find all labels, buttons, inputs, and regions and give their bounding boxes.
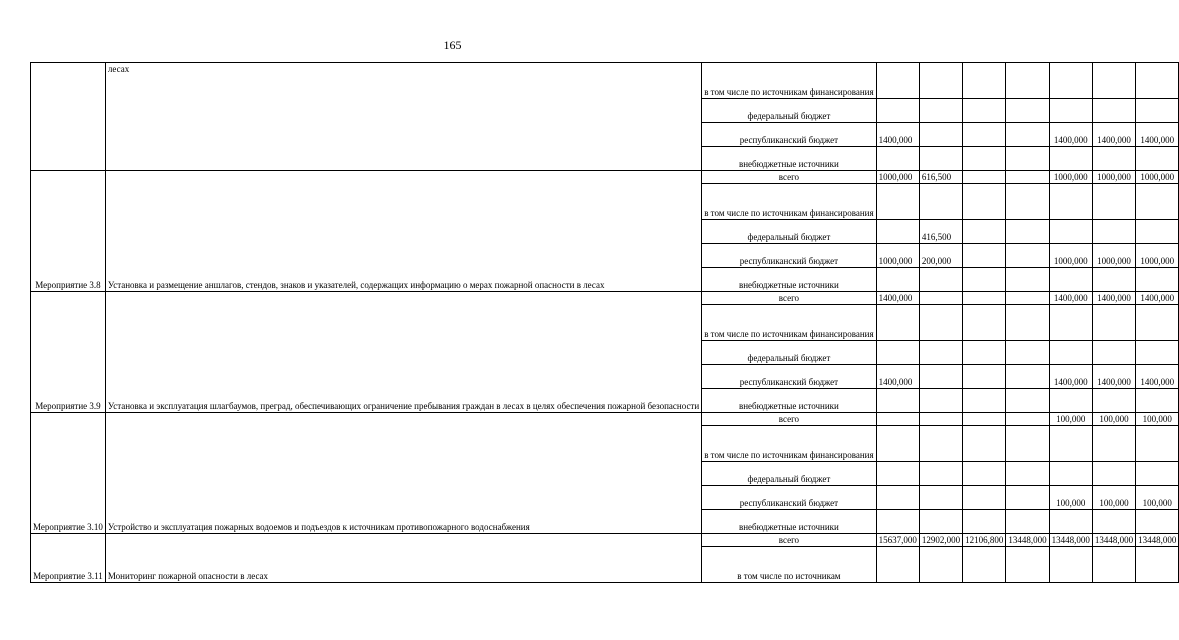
funding-source: внебюджетные источники bbox=[702, 389, 876, 413]
amount-cell bbox=[919, 123, 962, 147]
amount-cell bbox=[919, 268, 962, 292]
funding-source: республиканский бюджет bbox=[702, 123, 876, 147]
amount-cell bbox=[919, 99, 962, 123]
amount-cell bbox=[1136, 99, 1179, 123]
amount-cell bbox=[1006, 426, 1049, 462]
amount-cell bbox=[919, 462, 962, 486]
funding-source: в том числе по источникам финансирования bbox=[702, 426, 876, 462]
amount-cell bbox=[876, 426, 919, 462]
amount-cell bbox=[1092, 426, 1135, 462]
funding-source: всего bbox=[702, 292, 876, 305]
amount-cell bbox=[1136, 547, 1179, 583]
amount-cell: 1400,000 bbox=[1049, 123, 1092, 147]
amount-cell bbox=[1049, 426, 1092, 462]
amount-cell: 616,500 bbox=[919, 171, 962, 184]
amount-cell bbox=[1136, 389, 1179, 413]
amount-cell bbox=[1006, 171, 1049, 184]
amount-cell bbox=[1006, 305, 1049, 341]
amount-cell bbox=[1006, 147, 1049, 171]
amount-cell: 100,000 bbox=[1092, 486, 1135, 510]
amount-cell bbox=[1049, 510, 1092, 534]
amount-cell bbox=[919, 184, 962, 220]
table-row bbox=[31, 292, 1179, 305]
funding-source: федеральный бюджет bbox=[702, 462, 876, 486]
amount-cell bbox=[963, 63, 1006, 99]
amount-cell bbox=[1136, 341, 1179, 365]
funding-source: всего bbox=[702, 413, 876, 426]
amount-cell bbox=[1136, 268, 1179, 292]
event-name: Мероприятие 3.10 bbox=[31, 413, 106, 534]
amount-cell bbox=[1006, 413, 1049, 426]
amount-cell bbox=[876, 389, 919, 413]
amount-cell: 1400,000 bbox=[876, 365, 919, 389]
event-name: Мероприятие 3.9 bbox=[31, 292, 106, 413]
amount-cell bbox=[1006, 510, 1049, 534]
amount-cell bbox=[876, 510, 919, 534]
amount-cell: 1400,000 bbox=[876, 123, 919, 147]
amount-cell: 13448,000 bbox=[1092, 534, 1135, 547]
amount-cell: 100,000 bbox=[1136, 413, 1179, 426]
amount-cell bbox=[963, 510, 1006, 534]
event-description: лесах bbox=[105, 63, 701, 171]
amount-cell bbox=[919, 547, 962, 583]
amount-cell bbox=[876, 220, 919, 244]
amount-cell: 416,500 bbox=[919, 220, 962, 244]
amount-cell bbox=[963, 413, 1006, 426]
funding-source: федеральный бюджет bbox=[702, 341, 876, 365]
amount-cell bbox=[1049, 63, 1092, 99]
amount-cell bbox=[963, 547, 1006, 583]
amount-cell bbox=[876, 547, 919, 583]
amount-cell: 1400,000 bbox=[1049, 292, 1092, 305]
event-description: Установка и эксплуатация шлагбаумов, преград, обеспечивающих ограничение пребывания граждан в лесах в целях обеспечения пожарной безопасности bbox=[105, 292, 701, 413]
amount-cell bbox=[1092, 389, 1135, 413]
amount-cell bbox=[963, 389, 1006, 413]
amount-cell bbox=[1092, 99, 1135, 123]
amount-cell: 1000,000 bbox=[1136, 171, 1179, 184]
amount-cell: 1000,000 bbox=[1049, 244, 1092, 268]
amount-cell bbox=[1092, 268, 1135, 292]
amount-cell bbox=[1092, 462, 1135, 486]
amount-cell bbox=[1136, 184, 1179, 220]
amount-cell: 1400,000 bbox=[1092, 365, 1135, 389]
amount-cell bbox=[1006, 462, 1049, 486]
amount-cell bbox=[1006, 389, 1049, 413]
amount-cell bbox=[876, 63, 919, 99]
amount-cell bbox=[1092, 510, 1135, 534]
amount-cell bbox=[1049, 220, 1092, 244]
amount-cell: 1400,000 bbox=[1049, 365, 1092, 389]
amount-cell bbox=[876, 184, 919, 220]
amount-cell: 1400,000 bbox=[1136, 292, 1179, 305]
amount-cell bbox=[963, 123, 1006, 147]
table-row bbox=[31, 413, 1179, 426]
amount-cell bbox=[1006, 486, 1049, 510]
amount-cell bbox=[876, 341, 919, 365]
funding-source: республиканский бюджет bbox=[702, 486, 876, 510]
amount-cell bbox=[876, 268, 919, 292]
event-name: Мероприятие 3.8 bbox=[31, 171, 106, 292]
amount-cell: 1000,000 bbox=[1049, 171, 1092, 184]
funding-source: внебюджетные источники bbox=[702, 510, 876, 534]
amount-cell: 200,000 bbox=[919, 244, 962, 268]
amount-cell bbox=[1049, 305, 1092, 341]
amount-cell: 15637,000 bbox=[876, 534, 919, 547]
amount-cell bbox=[963, 268, 1006, 292]
amount-cell bbox=[919, 305, 962, 341]
amount-cell bbox=[919, 365, 962, 389]
funding-source: в том числе по источникам финансирования bbox=[702, 305, 876, 341]
amount-cell: 13448,000 bbox=[1136, 534, 1179, 547]
amount-cell bbox=[1006, 365, 1049, 389]
amount-cell bbox=[1092, 184, 1135, 220]
funding-source: внебюджетные источники bbox=[702, 268, 876, 292]
amount-cell bbox=[1092, 63, 1135, 99]
amount-cell: 1000,000 bbox=[876, 244, 919, 268]
amount-cell: 100,000 bbox=[1049, 486, 1092, 510]
page-number: 165 bbox=[443, 38, 462, 52]
amount-cell bbox=[1006, 268, 1049, 292]
amount-cell bbox=[1049, 462, 1092, 486]
funding-source: федеральный бюджет bbox=[702, 99, 876, 123]
amount-cell bbox=[876, 462, 919, 486]
amount-cell bbox=[1136, 510, 1179, 534]
amount-cell bbox=[1049, 268, 1092, 292]
amount-cell bbox=[1006, 292, 1049, 305]
amount-cell: 1400,000 bbox=[1136, 365, 1179, 389]
amount-cell: 13448,000 bbox=[1006, 534, 1049, 547]
amount-cell bbox=[1049, 184, 1092, 220]
amount-cell bbox=[963, 426, 1006, 462]
amount-cell bbox=[1006, 99, 1049, 123]
amount-cell bbox=[1092, 220, 1135, 244]
amount-cell bbox=[876, 99, 919, 123]
amount-cell: 100,000 bbox=[1049, 413, 1092, 426]
funding-source: республиканский бюджет bbox=[702, 365, 876, 389]
amount-cell bbox=[1049, 547, 1092, 583]
amount-cell bbox=[1006, 244, 1049, 268]
amount-cell: 100,000 bbox=[1136, 486, 1179, 510]
amount-cell: 12902,000 bbox=[919, 534, 962, 547]
amount-cell bbox=[1092, 305, 1135, 341]
funding-source: в том числе по источникам финансирования bbox=[702, 184, 876, 220]
amount-cell bbox=[1136, 426, 1179, 462]
amount-cell bbox=[919, 510, 962, 534]
event-description: Устройство и эксплуатация пожарных водоемов и подъездов к источникам противопожарного водоснабжения bbox=[105, 413, 701, 534]
amount-cell bbox=[1006, 63, 1049, 99]
amount-cell bbox=[1136, 305, 1179, 341]
amount-cell: 1000,000 bbox=[1136, 244, 1179, 268]
event-name: Мероприятие 3.11 bbox=[31, 534, 106, 583]
amount-cell: 1400,000 bbox=[876, 292, 919, 305]
amount-cell bbox=[876, 486, 919, 510]
amount-cell bbox=[1006, 341, 1049, 365]
funding-source: в том числе по источникам финансирования bbox=[702, 63, 876, 99]
amount-cell bbox=[1049, 341, 1092, 365]
amount-cell bbox=[963, 292, 1006, 305]
amount-cell bbox=[1049, 99, 1092, 123]
amount-cell bbox=[1092, 147, 1135, 171]
funding-source: федеральный бюджет bbox=[702, 220, 876, 244]
amount-cell bbox=[1092, 547, 1135, 583]
event-description: Мониторинг пожарной опасности в лесах bbox=[105, 534, 701, 583]
amount-cell bbox=[919, 292, 962, 305]
amount-cell bbox=[963, 486, 1006, 510]
amount-cell bbox=[919, 389, 962, 413]
amount-cell: 12106,800 bbox=[963, 534, 1006, 547]
funding-source: республиканский бюджет bbox=[702, 244, 876, 268]
amount-cell bbox=[963, 99, 1006, 123]
amount-cell bbox=[919, 426, 962, 462]
amount-cell bbox=[876, 413, 919, 426]
amount-cell bbox=[1136, 63, 1179, 99]
amount-cell bbox=[876, 305, 919, 341]
funding-source: в том числе по источникам bbox=[702, 547, 876, 583]
amount-cell: 100,000 bbox=[1092, 413, 1135, 426]
amount-cell bbox=[963, 171, 1006, 184]
amount-cell bbox=[919, 147, 962, 171]
amount-cell bbox=[919, 413, 962, 426]
funding-source: всего bbox=[702, 534, 876, 547]
amount-cell bbox=[919, 63, 962, 99]
amount-cell bbox=[963, 220, 1006, 244]
amount-cell bbox=[1049, 389, 1092, 413]
amount-cell: 1000,000 bbox=[876, 171, 919, 184]
amount-cell bbox=[1136, 147, 1179, 171]
amount-cell: 1400,000 bbox=[1136, 123, 1179, 147]
amount-cell bbox=[1006, 184, 1049, 220]
amount-cell bbox=[876, 147, 919, 171]
amount-cell: 1000,000 bbox=[1092, 171, 1135, 184]
amount-cell bbox=[963, 305, 1006, 341]
event-description: Установка и размещение аншлагов, стендов, знаков и указателей, содержащих информацию о мерах пожарной опасности в лесах bbox=[105, 171, 701, 292]
table-row bbox=[31, 534, 1179, 547]
amount-cell bbox=[963, 244, 1006, 268]
amount-cell: 13448,000 bbox=[1049, 534, 1092, 547]
amount-cell bbox=[919, 486, 962, 510]
amount-cell bbox=[963, 341, 1006, 365]
funding-source: всего bbox=[702, 171, 876, 184]
amount-cell bbox=[963, 184, 1006, 220]
amount-cell: 1400,000 bbox=[1092, 292, 1135, 305]
amount-cell bbox=[1136, 462, 1179, 486]
amount-cell bbox=[1049, 147, 1092, 171]
amount-cell bbox=[963, 462, 1006, 486]
table-row bbox=[31, 63, 1179, 99]
budget-table bbox=[30, 62, 1179, 583]
amount-cell bbox=[1006, 220, 1049, 244]
amount-cell: 1400,000 bbox=[1092, 123, 1135, 147]
event-name bbox=[31, 63, 106, 171]
amount-cell bbox=[1136, 220, 1179, 244]
funding-source: внебюджетные источники bbox=[702, 147, 876, 171]
amount-cell: 1000,000 bbox=[1092, 244, 1135, 268]
amount-cell bbox=[1006, 547, 1049, 583]
amount-cell bbox=[1092, 341, 1135, 365]
amount-cell bbox=[1006, 123, 1049, 147]
table-row bbox=[31, 171, 1179, 184]
amount-cell bbox=[963, 147, 1006, 171]
amount-cell bbox=[919, 341, 962, 365]
amount-cell bbox=[963, 365, 1006, 389]
